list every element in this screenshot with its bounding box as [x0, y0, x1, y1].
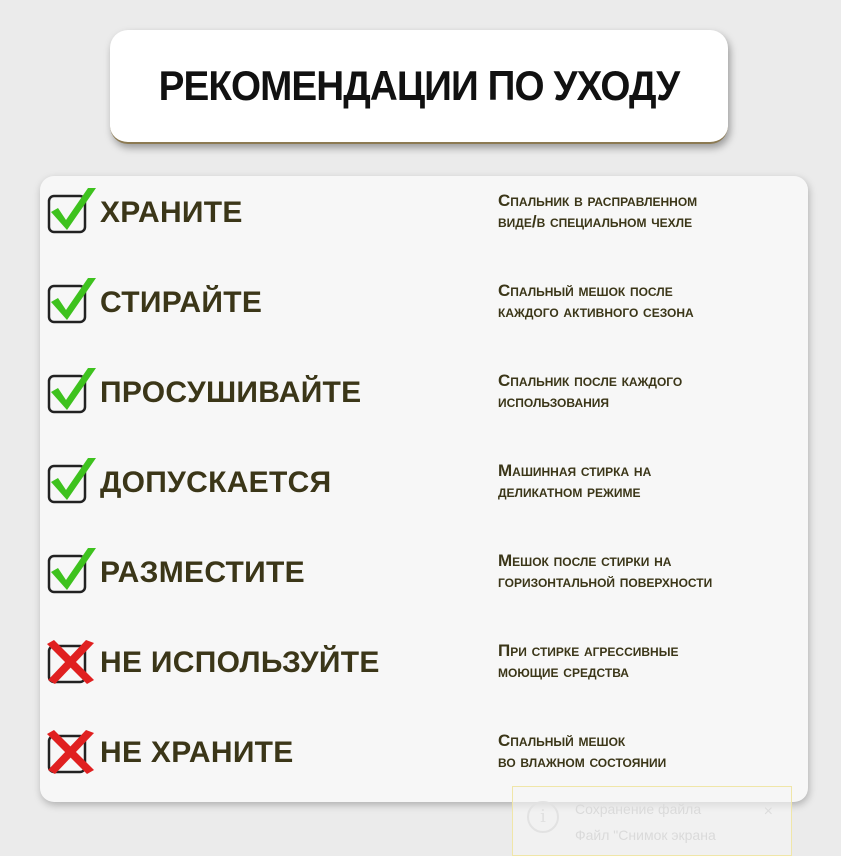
description-line: Спальник после каждого: [498, 371, 683, 390]
cross-icon: [46, 722, 100, 776]
action-description: [498, 370, 798, 412]
check-icon: [46, 272, 100, 326]
action-label: НЕ ХРАНИТЕ: [100, 736, 294, 769]
action-label: ХРАНИТЕ: [100, 196, 243, 229]
action-label: СТИРАЙТЕ: [100, 286, 263, 319]
title-card: [110, 30, 728, 144]
action-description: [498, 730, 798, 772]
action-description: [498, 280, 798, 322]
description-line: Машинная стирка на: [498, 461, 652, 480]
list-item: [40, 626, 808, 716]
action-description: [498, 190, 798, 232]
description-line: во влажном состоянии: [498, 752, 667, 771]
check-icon: [46, 452, 100, 506]
care-list-panel: [40, 176, 808, 802]
description-line: виде/в специальном чехле: [498, 212, 693, 231]
check-icon: [46, 542, 100, 596]
description-line: горизонтальной поверхности: [498, 572, 713, 591]
description-line: Спальный мешок: [498, 731, 626, 750]
action-label: ПРОСУШИВАЙТЕ: [100, 376, 362, 409]
list-item: [40, 176, 808, 266]
description-line: Спальный мешок после: [498, 281, 673, 300]
check-icon: [46, 362, 100, 416]
action-description: [498, 460, 798, 502]
notification-title: Сохранение файла: [575, 801, 702, 817]
action-label: НЕ ИСПОЛЬЗУЙТЕ: [100, 646, 380, 679]
description-line: моющие средства: [498, 662, 629, 681]
description-line: Мешок после стирки на: [498, 551, 672, 570]
action-description: [498, 640, 798, 682]
info-icon: i: [527, 801, 559, 833]
list-item: [40, 446, 808, 536]
list-item: [40, 536, 808, 626]
description-line: деликатном режиме: [498, 482, 641, 501]
action-description: [498, 550, 798, 592]
page-title: РЕКОМЕНДАЦИИ ПО УХОДУ: [158, 62, 680, 109]
description-line: каждого активного сезона: [498, 302, 694, 321]
description-line: Спальник в расправленном: [498, 191, 698, 210]
notification-body: Файл "Снимок экрана: [575, 827, 716, 843]
action-label: РАЗМЕСТИТЕ: [100, 556, 305, 589]
description-line: При стирке агрессивные: [498, 641, 679, 660]
save-file-notification[interactable]: [512, 786, 792, 856]
action-label: ДОПУСКАЕТСЯ: [100, 466, 332, 499]
close-icon[interactable]: ×: [763, 803, 773, 820]
list-item: [40, 356, 808, 446]
check-icon: [46, 182, 100, 236]
list-item: [40, 266, 808, 356]
cross-icon: [46, 632, 100, 686]
description-line: использования: [498, 392, 610, 411]
